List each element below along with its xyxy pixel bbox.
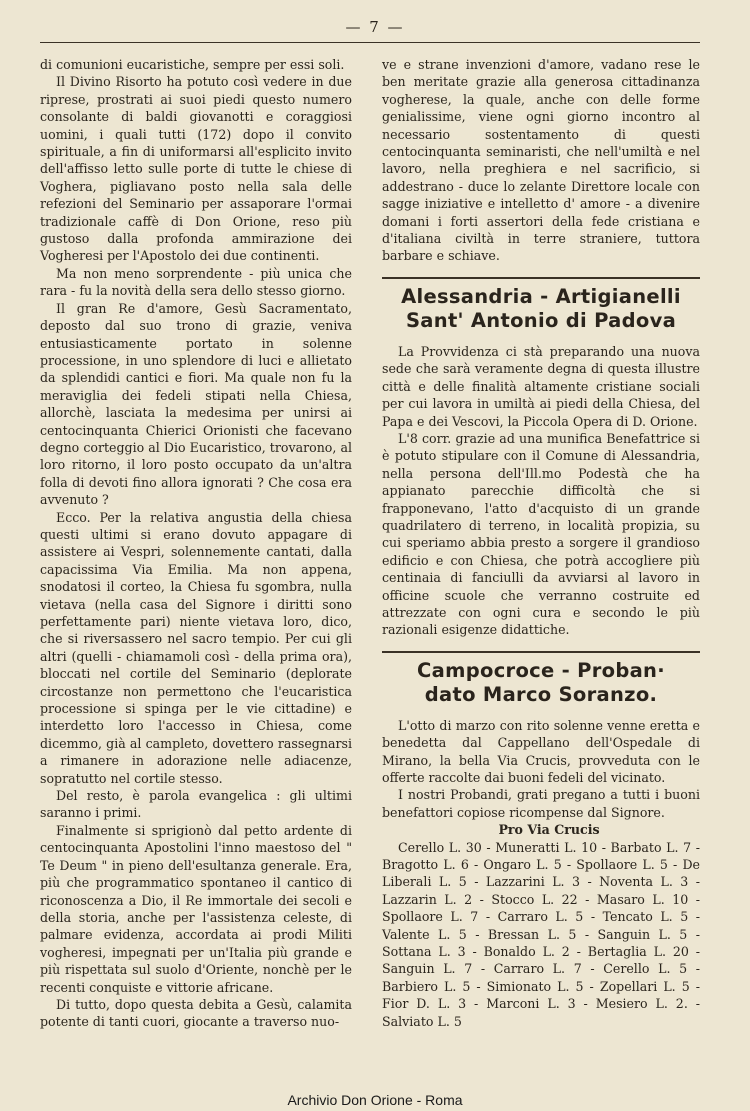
paragraph: Finalmente si sprigionò dal petto ardente di centocinquanta Apostolini l'inno maestoso del " Te Deum " in pieno dell'esultanza generale. Era, più che programmatico spontaneo il cantico di riconoscenza a Dio, il Re immortale dei secoli e della storia, anche per l'assistenza celeste, di palmare evidenza, accordata ai prodi Militi vogheresi, impegnati per un'Italia più grande e più rispettata sul suolo d'Oriente, nonchè per le recenti conquiste e vittorie africane. xyxy=(40,822,352,995)
subheading-pro-via-crucis: Pro Via Crucis xyxy=(498,822,600,838)
heading-line: dato Marco Soranzo. xyxy=(424,682,658,706)
paragraph-continuation: ve e strane invenzioni d'amore, vadano rese le ben meritate grazie alla generosa cittadinanza vogherese, la quale, anche con delle forme genialissime, viene ogni giorno incontro al necessario sostentamento di questi centocinquanta seminaristi, che nell'umiltà e nel lavoro, nella preghiera e nel sacrificio, si addestrano - duce lo zelante Direttore locale con sagge iniziative e intelletto d' amore - a divenire domani i forti assertori della fede cristiana e d'italiana civiltà in terre straniere, tuttora barbare e schiave. xyxy=(382,57,700,264)
top-rule xyxy=(40,42,700,43)
paragraph: I nostri Probandi, grati pregano a tutti i buoni benefattori copiose ricompense dal Signore. xyxy=(382,787,700,820)
paragraph: L'otto di marzo con rito solenne venne eretta e benedetta dal Cappellano dell'Ospedale di Mirano, la bella Via Crucis, provveduta con le offerte raccolte dai buoni fedeli del vicinato. xyxy=(382,717,700,785)
paragraph: Del resto, è parola evangelica : gli ultimi saranno i primi. xyxy=(40,788,352,821)
paragraph: Ecco. Per la relativa angustia della chiesa questi ultimi si erano dovuto appagare di assistere ai Vespri, solennemente cantati, dalla capacissima Via Emilia. Ma non appena, snodatosi il corteo, la Chiesa fu sgombra, nulla vietava (nella casa del Signore i diritti sono perfettamente pari) niente vietava loro, dico, che si riversassero nel sacro tempio. Per cui gli altri (quelli - chiamamoli così - della prima ora), bloccati nel cortile del Seminario (deplorate circostanze non permettono che l'eucaristica processione si spinga per le vie cittadine) e interdetto loro l'accesso in Chiesa, come dicemmo, già al campleto, dovettero rassegnarsi a rimanere in adorazione nelle adiacenze, sopratutto nel cortile stesso. xyxy=(40,509,352,786)
left-column xyxy=(40,56,352,1031)
heading-line: Sant' Antonio di Padova xyxy=(405,308,677,332)
paragraph: Di tutto, dopo questa debita a Gesù, calamita potente di tanti cuori, giocante a traverso nuo- xyxy=(40,996,352,1030)
paragraph: di comunioni eucaristiche, sempre per essi soli. xyxy=(40,57,345,72)
page-number: — 7 — xyxy=(345,18,405,36)
donor-list: Cerello L. 30 - Muneratti L. 10 - Barbato L. 7 - Bragotto L. 6 - Ongaro L. 5 - Spollaore L. 5 - De Liberali L. 5 - Lazzarini L. 3 - Noventa L. 3 - Lazzarin L. 2 - Stocco L. 22 - Masaro L. 10 - Spollaore L. 7 - Carraro L. 5 - Tencato L. 5 - Valente L. 5 - Bressan L. 5 - Sanguin L. 5 - Sottana L. 3 - Bonaldo L. 2 - Bertaglia L. 20 - Sanguin L. 7 - Carraro L. 7 - Cerello L. 5 - Barbiero L. 5 - Simionato L. 5 - Zopellari L. 5 - Fior D. L. 3 - Marconi L. 3 - Mesiero L. 2. - Salviato L. 5 xyxy=(382,839,700,1029)
paragraph: L'8 corr. grazie ad una munifica Benefattrice si è potuto stipulare con il Comune di Alessandria, nella persona dell'Ill.mo Podestà che ha appianato parecchie difficoltà che si frapponevano, l'atto d'acquisto di un grande quadrilatero di terreno, in località propizia, su cui speriamo abbia presto a sorgere il grandioso edificio e con Chiesa, che potrà accogliere più centinaia di fanciulli da avviarsi al lavoro in officine scuole che verranno costruite ed attrezzate con ogni cura e secondo le più razionali esigenze didattiche. xyxy=(382,430,700,638)
heading-line: Alessandria - Artigianelli xyxy=(401,284,681,308)
paragraph: Ma non meno sorprendente - più unica che rara - fu la novità della sera dello stesso giorno. xyxy=(40,265,352,299)
section-heading-campocroce xyxy=(382,659,700,707)
paragraph: Il Divino Risorto ha potuto così vedere in due riprese, prostrati ai suoi piedi questo numero consolante di baldi giovanotti e coraggiosi uomini, i quali tutti (172) dopo il convito spirituale, a fin di uniformarsi all'esplicito invito dell'affisso letto sulle porte di tutte le chiese di Voghera, pigliavano posto nella sala delle refezioni del Seminario per assaporare l'ormai tradizionale caffè di Don Orione, reso più gustoso dalla profonda ammirazione dei Vogheresi per l'Apostolo dei due continenti. xyxy=(40,74,352,264)
paragraph: Il gran Re d'amore, Gesù Sacramentato, deposto dal suo trono di grazie, veniva entusiasticamente portato in solenne processione, in uno splendore di luci e allietato da splendidi cantici e fiori. Ma quale non fu la meraviglia dei fedeli stipati nella Chiesa, allorchè, lasciata la medesima per unirsi ai centocinquanta Chierici Orionisti che facevano degno corteggio al Dio Eucaristico, trovarono, al loro ritorno, il loro posto occupato da un'altra folla di devoti fino allora ignorati ? Che cosa era avvenuto ? xyxy=(40,300,352,508)
archive-footer: Archivio Don Orione - Roma xyxy=(287,1092,463,1108)
heading-line: Campocroce - Proban· xyxy=(417,658,665,682)
section-divider xyxy=(382,277,700,279)
section-divider xyxy=(382,651,700,653)
right-column xyxy=(382,56,700,1030)
paragraph: La Provvidenza ci stà preparando una nuova sede che sarà veramente degna di questa illustre città e delle finalità altamente cristiane sociali per cui lavora in umiltà ai piedi della Chiesa, del Papa e dei Vescovi, la Piccola Opera di D. Orione. xyxy=(382,343,700,429)
section-heading-alessandria xyxy=(382,285,700,333)
